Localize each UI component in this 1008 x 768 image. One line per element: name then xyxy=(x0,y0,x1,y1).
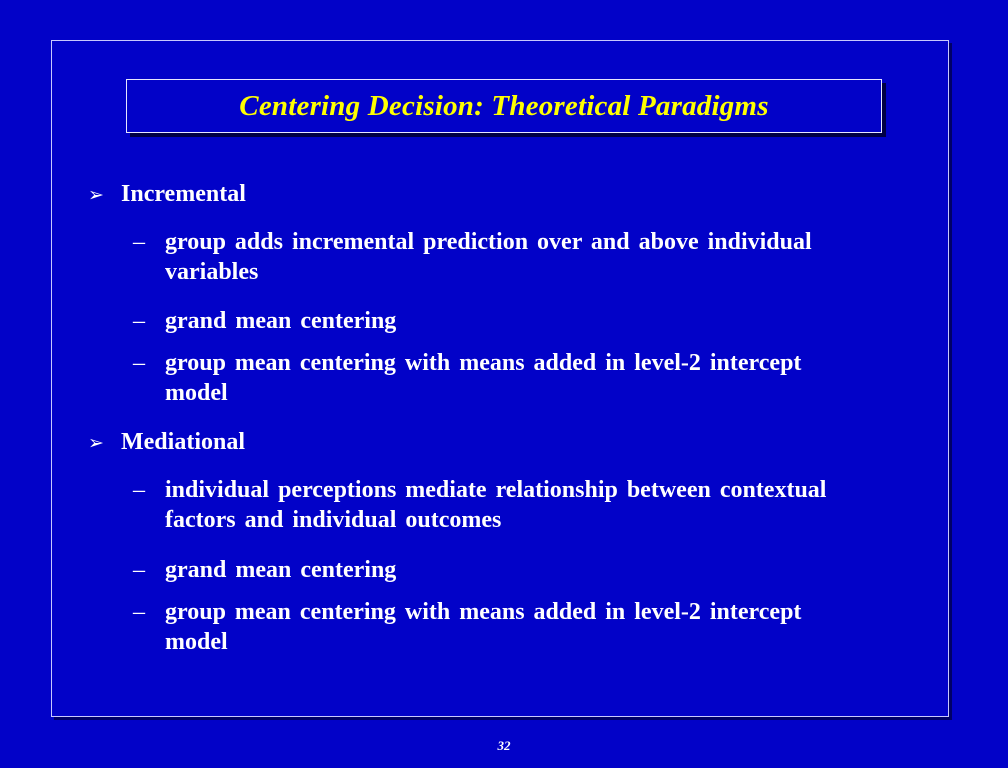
dash-bullet: – xyxy=(133,599,145,625)
dash-bullet: – xyxy=(133,477,145,503)
list-item xyxy=(133,597,853,657)
list-item-text: grand mean centering xyxy=(165,557,397,583)
dash-bullet: – xyxy=(133,229,145,255)
dash-bullet: – xyxy=(133,350,145,376)
list-item-text: group adds incremental prediction over and above individual variables xyxy=(165,229,812,285)
section-heading-label: Mediational xyxy=(121,429,245,455)
list-item xyxy=(133,555,853,585)
slide-title: Centering Decision: Theoretical Paradigms xyxy=(239,89,769,122)
section-heading-incremental xyxy=(88,179,246,210)
list-item-text: group mean centering with means added in level-2 intercept model xyxy=(165,599,802,655)
list-item-text: grand mean centering xyxy=(165,308,397,334)
list-item-text: individual perceptions mediate relationship between contextual factors and individual outcomes xyxy=(165,477,827,533)
list-item xyxy=(133,348,853,408)
dash-bullet: – xyxy=(133,308,145,334)
list-item xyxy=(133,227,853,287)
list-item xyxy=(133,475,853,535)
dash-bullet: – xyxy=(133,557,145,583)
list-item-text: group mean centering with means added in level-2 intercept model xyxy=(165,350,802,406)
section-heading-mediational xyxy=(88,427,245,458)
arrow-bullet-icon: ➢ xyxy=(88,432,104,454)
section-heading-label: Incremental xyxy=(121,181,246,207)
page-number: 32 xyxy=(497,738,511,753)
arrow-bullet-icon: ➢ xyxy=(88,184,104,206)
list-item xyxy=(133,306,853,336)
